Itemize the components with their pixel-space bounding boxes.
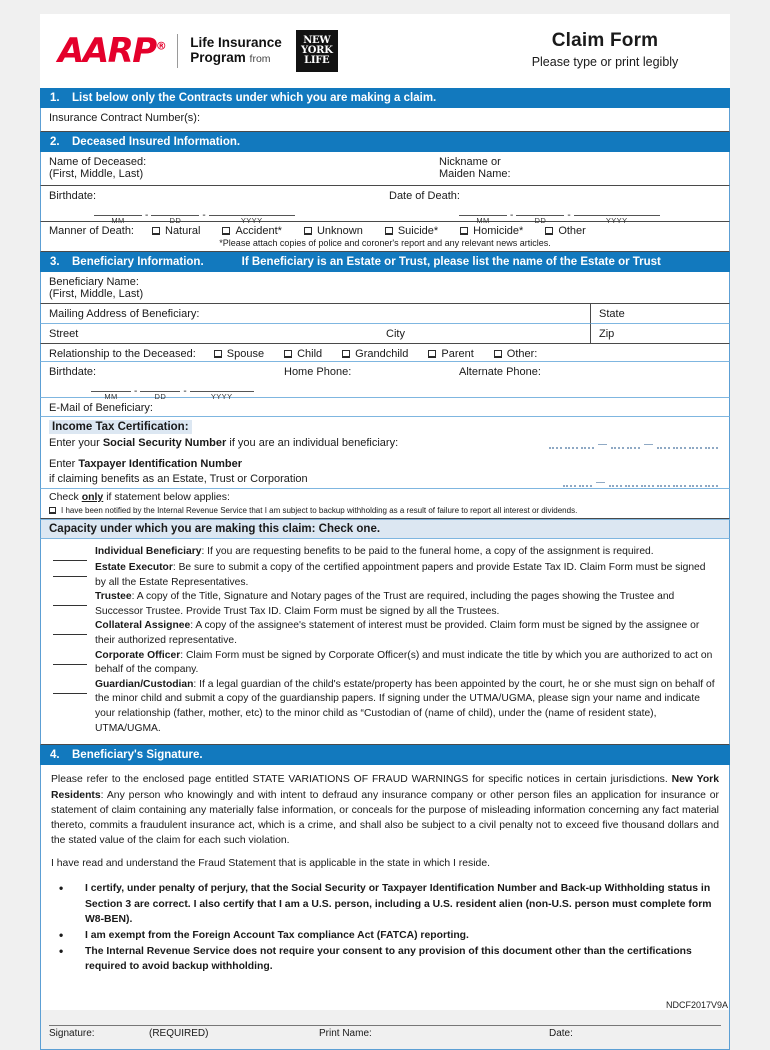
ssn-input-boxes[interactable] (549, 438, 721, 449)
tin-input-boxes[interactable] (563, 476, 721, 487)
relationship-other-checkbox[interactable] (494, 350, 502, 358)
contract-number-field[interactable] (40, 108, 730, 132)
check-only-prefix: Check (49, 491, 82, 503)
beneficiary-name-row[interactable] (40, 272, 730, 304)
print-name-field[interactable] (319, 1028, 549, 1039)
fraud-text-part-1: Please refer to the enclosed page entitled STATE VARIATIONS OF FRAUD WARNINGS for specific notices in certain jurisdictions. (51, 774, 672, 786)
ssn-suffix-text: if you are an individual beneficiary: (226, 437, 399, 449)
capacity-text-executor: : Be sure to submit a copy of the certified appointment papers and provide Estate Tax ID. Claim Form must be signed by all the Estate Representatives. (95, 562, 706, 588)
backup-withholding-text: I have been notified by the Internal Revenue Service that I am subject to backup withholding as a result of failure to report all interest or dividends. (61, 506, 578, 515)
deceased-birthdate-label: Birthdate: (49, 190, 97, 202)
manner-homicide-checkbox[interactable] (460, 227, 468, 235)
claim-form-page (40, 14, 730, 1039)
zip-label: Zip (599, 328, 615, 340)
deceased-birth-yyyy-input[interactable] (209, 204, 295, 216)
manner-of-death-label: Manner of Death: (49, 225, 134, 237)
fraud-read-statement: I have read and understand the Fraud Statement that is applicable in the state in which I reside. (51, 858, 490, 870)
dod-dd-input[interactable] (516, 204, 564, 216)
ben-birth-dd-label: DD (154, 392, 167, 401)
nickname-label-1: Nickname or (439, 156, 501, 168)
signature-label: Signature: (49, 1027, 95, 1039)
date-field[interactable] (549, 1028, 573, 1039)
nyl-line-3: LIFE (304, 55, 330, 67)
beneficiary-birthdate-field[interactable] (49, 366, 284, 401)
capacity-text-individual: : If you are requesting benefits to be paid to the funeral home, a copy of the assignment is required. (201, 546, 654, 557)
certification-bullet-2 (51, 928, 719, 943)
section-4-number: 4. (50, 749, 60, 762)
manner-option-natural: Natural (165, 225, 201, 237)
capacity-label-assignee: Collateral Assignee (95, 620, 191, 632)
section-3-header (40, 252, 730, 272)
relationship-option-spouse: Spouse (226, 348, 265, 360)
backup-withholding-block (40, 489, 730, 519)
form-title-block (480, 30, 730, 69)
section-3-title-right: If Beneficiary is an Estate or Trust, please list the name of the Estate or Trust (241, 256, 661, 268)
brand-lockup (40, 30, 338, 72)
date-separator-icon: - (145, 210, 149, 221)
section-1-number: 1. (50, 92, 60, 104)
certification-bullet-text-1: I certify, under penalty of perjury, that the Social Security or Taxpayer Identification Number and Back-up Withholding status in Section 3 are correct. I also certify that I am a U.S. person, including a U.S. resident alien (non-U.S. person must complete form W8-BEN). (85, 883, 712, 925)
beneficiary-contact-row (40, 362, 730, 401)
date-separator-icon-2: - (202, 210, 206, 221)
deceased-birth-mm-input[interactable] (94, 204, 142, 216)
bullet-dot-icon-2: • (59, 927, 64, 942)
email-label: E-Mail of Beneficiary: (49, 402, 153, 414)
zip-field[interactable] (590, 324, 730, 344)
page-subtitle: Please type or print legibly (531, 55, 679, 69)
relationship-option-other: Other: (506, 348, 538, 360)
signature-block (40, 981, 730, 1050)
street-city-field[interactable] (40, 324, 590, 344)
mailing-address-label: Mailing Address of Beneficiary: (49, 308, 200, 320)
capacity-band: Capacity under which you are making this claim: Check one. (40, 519, 730, 539)
ben-date-separator-icon: - (134, 386, 138, 397)
manner-option-unknown: Unknown (316, 225, 363, 237)
certification-bullet-text-3: The Internal Revenue Service does not require your consent to any provision of this document other than the certifications required to avoid backup withholding. (85, 945, 692, 972)
dod-dd-label: DD (534, 216, 547, 225)
brand-divider (177, 34, 178, 68)
income-tax-certification-block (40, 417, 730, 489)
ssn-prefix-text: Enter your (49, 437, 103, 449)
date-of-death-field[interactable] (389, 190, 660, 225)
manner-other-checkbox[interactable] (545, 227, 553, 235)
aarp-logo (58, 31, 166, 71)
deceased-dates-row (40, 186, 730, 225)
street-label: Street (49, 328, 79, 340)
fraud-warning-paragraph (51, 772, 719, 848)
ben-birth-mm-input[interactable] (91, 380, 131, 392)
capacity-item-guardian-custodian[interactable] (53, 678, 719, 736)
capacity-label-guardian: Guardian/Custodian (95, 678, 194, 690)
ben-birth-yyyy-input[interactable] (190, 380, 254, 392)
capacity-item-collateral-assignee[interactable] (53, 619, 719, 648)
capacity-blank-guardian[interactable] (53, 682, 87, 694)
manner-suicide-checkbox[interactable] (385, 227, 393, 235)
print-name-label: Print Name: (319, 1027, 372, 1039)
tin-prefix-text: Enter (49, 458, 79, 470)
masthead (40, 14, 730, 88)
fraud-text-part-2: : Any person who knowingly and with intent to defraud any insurance company or other person files an application for insurance or statement of claim containing any materially false information, or conceals for the purpose of misleading information concerning any fact material thereto, commits a fraudulent insurance act, which is a crime, and shall also be subject to a civil penalty not to exceed five thousand dollars and the stated value of the claim for each such violation. (51, 789, 719, 847)
capacity-blank-executor[interactable] (53, 565, 87, 577)
contract-number-label: Insurance Contract Number(s): (49, 112, 200, 124)
capacity-item-trustee[interactable] (53, 590, 719, 619)
deceased-name-field[interactable] (49, 156, 439, 180)
capacity-item-corporate-officer[interactable] (53, 649, 719, 678)
alternate-phone-label: Alternate Phone: (459, 366, 541, 378)
deceased-name-label-1: Name of Deceased: (49, 156, 147, 168)
signature-field[interactable] (49, 1028, 149, 1039)
home-phone-label: Home Phone: (284, 366, 352, 378)
deceased-birth-dd-label: DD (169, 216, 182, 225)
certification-bullet-3 (51, 944, 719, 974)
dod-yyyy-input[interactable] (574, 204, 660, 216)
fraud-new-york-residents-label: New York Residents (51, 774, 719, 801)
dod-mm-input[interactable] (459, 204, 507, 216)
section-4-header (40, 745, 730, 765)
capacity-label-officer: Corporate Officer (95, 649, 181, 661)
state-label: State (599, 308, 625, 320)
program-from-label: from (249, 53, 271, 65)
capacity-text-officer: : Claim Form must be signed by Corporate Officer(s) and must indicate the title by which you are authorized to act on behalf of the company. (95, 649, 713, 676)
check-only-suffix: if statement below applies: (103, 491, 230, 503)
manner-unknown-checkbox[interactable] (304, 227, 312, 235)
registered-mark-icon: ® (155, 39, 166, 53)
certification-bullets (40, 881, 730, 980)
alternate-phone-field[interactable] (459, 366, 541, 401)
ssn-hyphen-2-icon (644, 439, 653, 445)
beneficiary-birthdate-label: Birthdate: (49, 366, 97, 378)
date-separator-icon-3: - (510, 210, 514, 221)
capacity-item-estate-executor[interactable] (53, 561, 719, 590)
nyl-line-1: NEW (303, 34, 331, 46)
fraud-warning-block (40, 765, 730, 881)
page-title: Claim Form (551, 30, 659, 51)
state-field[interactable] (590, 304, 730, 324)
ben-birth-yyyy-label: YYYY (210, 392, 233, 401)
deceased-name-label-2: (First, Middle, Last) (49, 168, 144, 180)
capacity-blank-officer[interactable] (53, 653, 87, 665)
program-lockup (190, 36, 282, 65)
tin-bold-text: Taxpayer Identification Number (78, 458, 242, 470)
section-2-title: Deceased Insured Information. (72, 136, 241, 148)
relationship-grandchild-checkbox[interactable] (342, 350, 350, 358)
manner-of-death-row (40, 222, 730, 252)
backup-withholding-checkbox[interactable] (49, 507, 56, 514)
relationship-row (40, 344, 730, 362)
signature-line (49, 1025, 721, 1026)
date-separator-icon-4: - (567, 210, 571, 221)
city-label: City (386, 328, 405, 340)
ben-date-separator-icon-2: - (183, 386, 187, 397)
section-3-title: Beneficiary Information. (72, 256, 204, 268)
nyl-line-2: YORK (300, 44, 333, 56)
relationship-option-grandchild: Grandchild (355, 348, 409, 360)
ssn-hyphen-1-icon (598, 439, 607, 445)
beneficiary-name-label-2: (First, Middle, Last) (49, 288, 144, 300)
capacity-text-trustee: : A copy of the Title, Signature and Notary pages of the Trust are required, including the pages showing the Trustee and Successor Trustee. Provide Trust Tax ID. Claim Form must be signed by all the Trustees. (95, 591, 675, 617)
nickname-label-2: Maiden Name: (439, 168, 511, 180)
ben-birth-dd-input[interactable] (140, 380, 180, 392)
dod-mm-label: MM (476, 216, 490, 225)
certification-bullet-text-2: I am exempt from the Foreign Account Tax compliance Act (FATCA) reporting. (85, 929, 469, 941)
manner-option-homicide: Homicide* (473, 225, 524, 237)
relationship-child-checkbox[interactable] (284, 350, 292, 358)
home-phone-field[interactable] (284, 366, 459, 401)
mailing-address-block (40, 304, 730, 344)
section-2-number: 2. (50, 136, 60, 148)
deceased-name-row (40, 152, 730, 186)
ssn-bold-text: Social Security Number (102, 437, 227, 449)
manner-option-accident: Accident* (235, 225, 282, 237)
capacity-list (40, 539, 730, 745)
manner-option-suicide: Suicide* (397, 225, 439, 237)
capacity-label-trustee: Trustee (95, 591, 132, 603)
beneficiary-name-label-1: Beneficiary Name: (49, 276, 139, 288)
capacity-text-assignee: : A copy of the assignee's statement of interest must be provided. Claim form must be signed by the assignee or their authorized representative. (95, 620, 700, 647)
deceased-birth-yyyy-label: YYYY (240, 216, 263, 225)
capacity-item-individual-beneficiary[interactable] (53, 545, 719, 561)
section-1-title: List below only the Contracts under which you are making a claim. (72, 92, 437, 104)
relationship-parent-checkbox[interactable] (428, 350, 436, 358)
manner-natural-checkbox[interactable] (152, 227, 160, 235)
manner-accident-checkbox[interactable] (222, 227, 230, 235)
new-york-life-logo (296, 30, 338, 72)
deceased-birth-mm-label: MM (111, 216, 125, 225)
manner-of-death-note: *Please attach copies of police and coroner's report and any relevant news articles. (219, 238, 551, 248)
relationship-spouse-checkbox[interactable] (214, 350, 222, 358)
tin-hyphen-icon (596, 477, 605, 483)
date-of-death-label: Date of Death: (389, 190, 460, 202)
section-2-header (40, 132, 730, 152)
deceased-birth-dd-input[interactable] (151, 204, 199, 216)
capacity-blank-trustee[interactable] (53, 594, 87, 606)
capacity-blank-assignee[interactable] (53, 623, 87, 635)
relationship-option-parent: Parent (441, 348, 474, 360)
date-label: Date: (549, 1027, 573, 1039)
email-field[interactable] (40, 398, 730, 417)
section-1-header (40, 88, 730, 108)
program-line-2: Program (190, 50, 246, 65)
nickname-field[interactable] (439, 156, 511, 180)
signature-required-note: (REQUIRED) (149, 1027, 209, 1039)
bullet-dot-icon-3: • (59, 943, 64, 958)
form-code: NDCF2017V9A (665, 1000, 728, 1010)
dod-yyyy-label: YYYY (605, 216, 628, 225)
tin-line-2: if claiming benefits as an Estate, Trust or Corporation (49, 472, 308, 485)
section-4-title: Beneficiary's Signature. (72, 749, 203, 762)
relationship-option-child: Child (297, 348, 323, 360)
relationship-label: Relationship to the Deceased: (49, 348, 196, 360)
capacity-label-individual: Individual Beneficiary (95, 546, 202, 557)
mailing-address-field[interactable] (40, 304, 590, 324)
deceased-birthdate-field[interactable] (49, 190, 389, 225)
ben-birth-mm-label: MM (104, 392, 118, 401)
capacity-blank-individual[interactable] (53, 549, 87, 561)
income-tax-certification-header: Income Tax Certification: (49, 420, 192, 434)
check-only-bold: only (81, 491, 104, 503)
capacity-label-executor: Estate Executor (95, 562, 173, 573)
bullet-dot-icon-1: • (59, 881, 64, 896)
aarp-wordmark: AARP (58, 31, 156, 71)
capacity-text-guardian: : If a legal guardian of the child's estate/property has been appointed by the court, he or she must sign on behalf of the minor child and submit a copy of the guardianship papers. If signing under the UTMA/UGMA, please sign your name and indicate your relationship (father, mother, etc) to the minor child as “Custodian of (name of child), under the (name of resident state), UTMA/UGMA. (95, 678, 715, 734)
manner-option-other: Other (558, 225, 586, 237)
certification-bullet-1 (51, 881, 719, 926)
program-line-1: Life Insurance (190, 35, 282, 51)
section-3-number: 3. (50, 256, 60, 268)
